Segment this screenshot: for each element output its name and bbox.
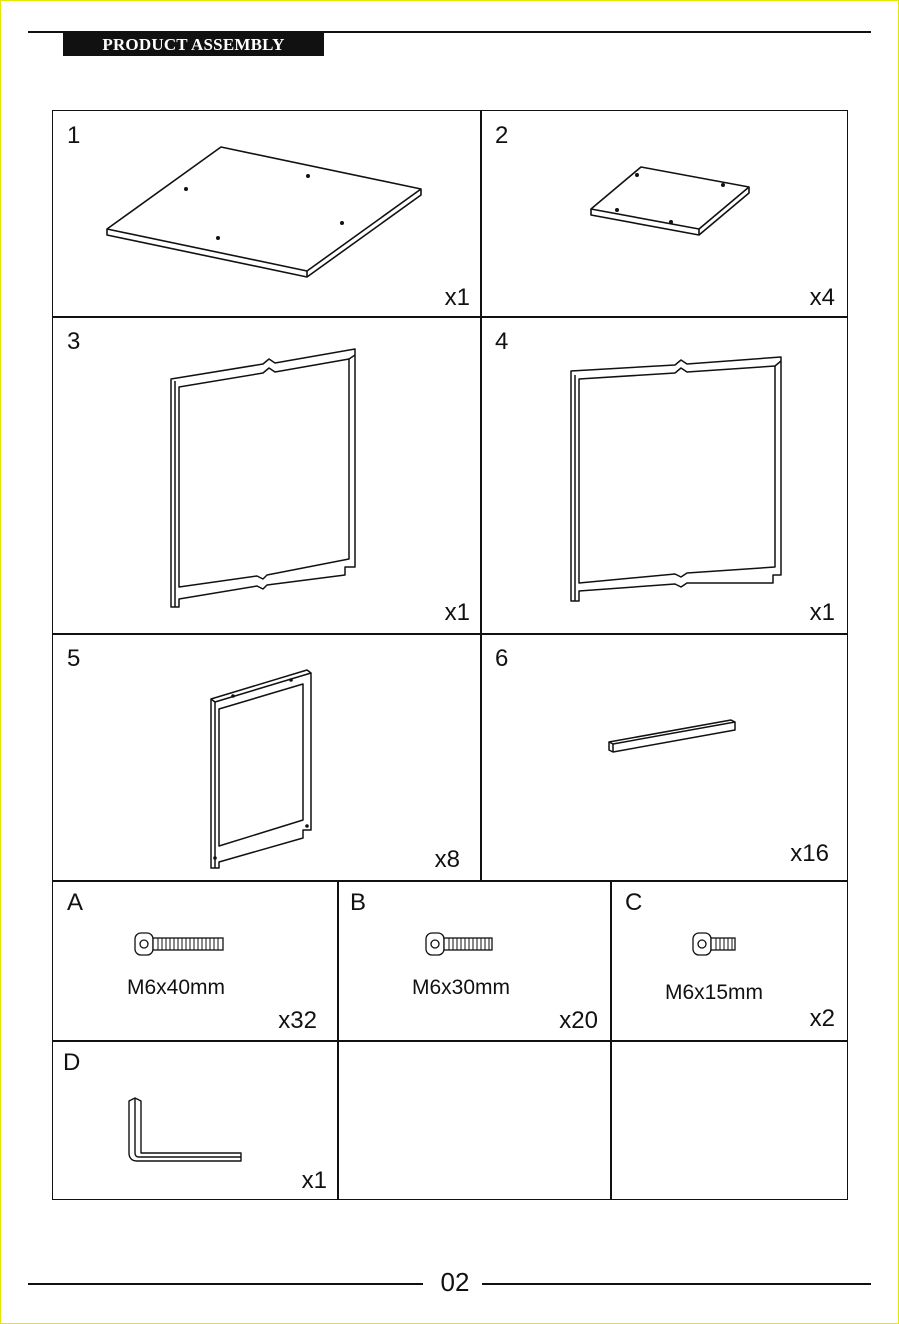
quantity: x1 [809,599,835,626]
part-number: 2 [495,122,509,149]
hardware-letter: C [625,889,643,916]
parts-grid [52,110,848,1200]
hex-key-icon [53,1041,337,1199]
part-cell-2 [481,111,847,316]
empty-cell [338,1041,610,1199]
hardware-letter: D [63,1049,81,1076]
quantity: x1 [301,1167,327,1194]
hardware-letter: A [67,889,84,916]
hardware-letter: B [350,889,367,916]
part-cell-4 [481,317,847,633]
quantity: x4 [809,284,835,311]
bolt-spec: M6x15mm [665,981,764,1004]
footer-rule-right [482,1283,871,1285]
part-cell-5 [53,634,480,880]
wide-frame-illustration [481,317,847,633]
part-number: 3 [67,328,81,355]
small-panel-illustration [481,111,847,316]
quantity: x1 [444,284,470,311]
hardware-cell-b [338,881,610,1040]
part-cell-1 [53,111,480,316]
bolt-spec: M6x30mm [412,976,511,999]
part-cell-6 [481,634,847,880]
footer-rule-left [28,1283,423,1285]
part-number: 4 [495,328,509,355]
hardware-cell-c [611,881,847,1040]
bolt-spec: M6x40mm [127,976,226,999]
section-title: PRODUCT ASSEMBLY [63,33,324,56]
quantity: x2 [809,1005,835,1032]
page-number: 02 [440,1267,470,1297]
empty-cell [611,1041,847,1199]
part-number: 1 [67,122,81,149]
hardware-cell-a [53,881,337,1040]
quantity: x20 [559,1007,598,1034]
tall-frame-illustration [53,317,480,633]
large-panel-illustration [53,111,480,316]
part-cell-3 [53,317,480,633]
quantity: x1 [444,599,470,626]
quantity: x16 [790,840,829,867]
quantity: x8 [434,846,460,873]
part-number: 5 [67,645,81,672]
part-number: 6 [495,645,509,672]
quantity: x32 [278,1007,317,1034]
small-frame-illustration [53,634,480,880]
hardware-cell-d [53,1041,337,1199]
